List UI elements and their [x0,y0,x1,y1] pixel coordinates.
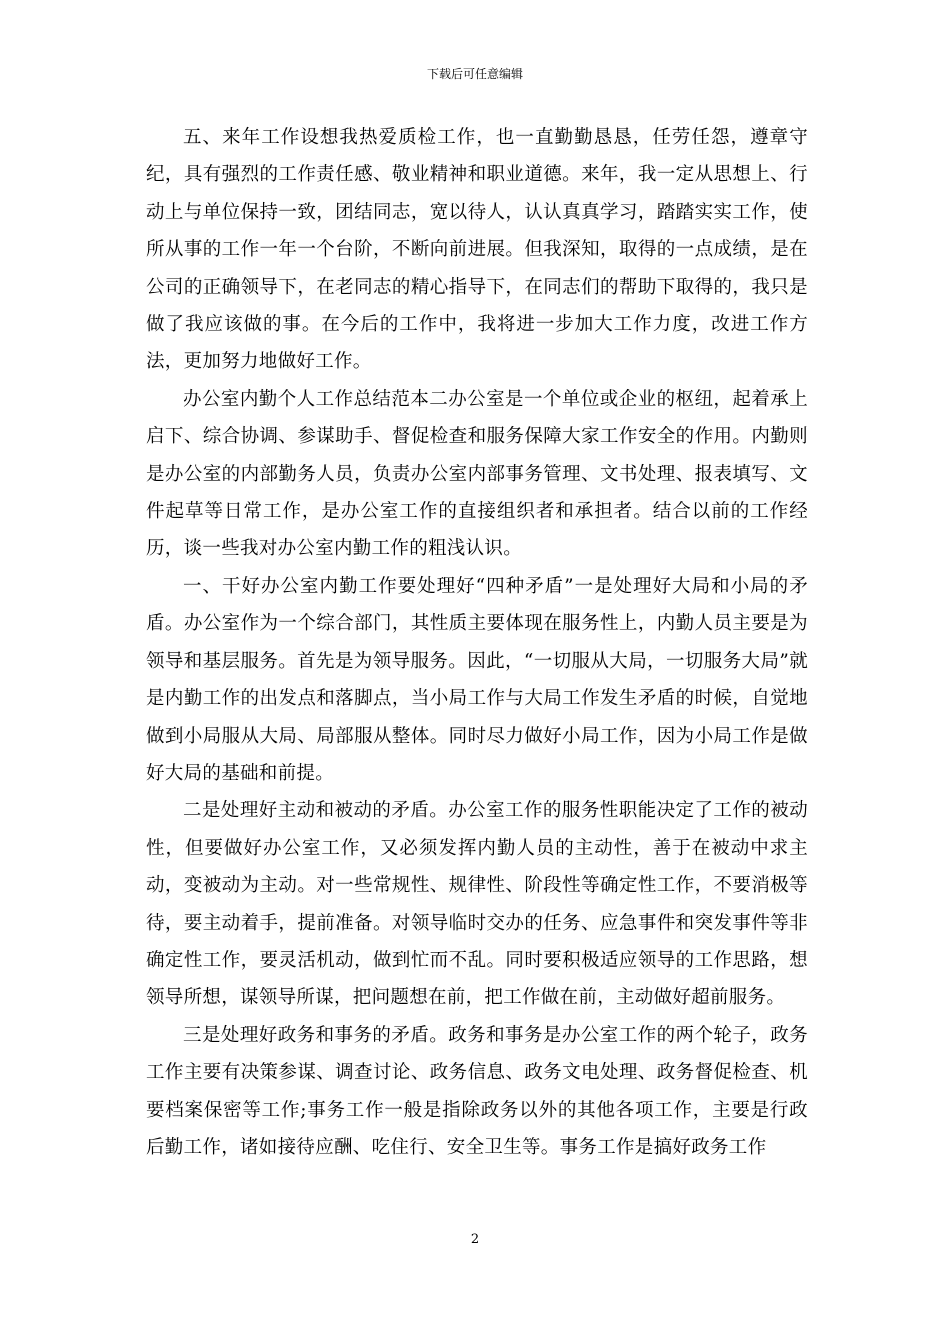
paragraph-next-year-plan: 五、来年工作设想我热爱质检工作，也一直勤勤恳恳，任劳任怨，遵章守纪，具有强烈的工作责任感、敬业精神和职业道德。来年，我一定从思想上、行动上与单位保持一致，团结同志，宽以待人，认认真真学习，踏踏实实工作，使所从事的工作一年一个台阶，不断向前进展。但我深知，取得的一点成绩，是在公司的正确领导下，在老同志的精心指导下，在同志们的帮助下取得的，我只是做了我应该做的事。在今后的工作中，我将进一步加大工作力度，改进工作方法，更加努力地做好工作。 [146,127,808,373]
page-number: 2 [470,1232,480,1247]
paragraph-contradiction-one: 一、干好办公室内勤工作要处理好“四种矛盾”一是处理好大局和小局的矛盾。办公室作为一个综合部门，其性质主要体现在服务性上，内勤人员主要是为领导和基层服务。首先是为领导服务。因此，“一切服从大局，一切服务大局”就是内勤工作的出发点和落脚点，当小局工作与大局工作发生矛盾的时候，自觉地做到小局服从大局、局部服从整体。同时尽力做好小局工作，因为小局工作是做好大局的基础和前提。 [146,575,808,784]
paragraph-contradiction-three: 三是处理好政务和事务的矛盾。政务和事务是办公室工作的两个轮子，政务工作主要有决策参谋、调查讨论、政务信息、政务文电处理、政务督促检查、机要档案保密等工作;事务工作一般是指除政务以外的其他各项工作，主要是行政后勤工作，诸如接待应酬、吃住行、安全卫生等。事务工作是搞好政务工作 [146,1024,808,1158]
page-header: 下载后可任意编辑 [426,67,523,81]
paragraph-office-intro: 办公室内勤个人工作总结范本二办公室是一个单位或企业的枢纽，起着承上启下、综合协调、参谋助手、督促检查和服务保障大家工作安全的作用。内勤则是办公室的内部勤务人员，负责办公室内部事务管理、文书处理、报表填写、文件起草等日常工作，是办公室工作的直接组织者和承担者。结合以前的工作经历，谈一些我对办公室内勤工作的粗浅认识。 [146,388,808,560]
paragraph-contradiction-two: 二是处理好主动和被动的矛盾。办公室工作的服务性职能决定了工作的被动性，但要做好办公室工作，又必须发挥内勤人员的主动性，善于在被动中求主动，变被动为主动。对一些常规性、规律性、阶段性等确定性工作，不要消极等待，要主动着手，提前准备。对领导临时交办的任务、应急事件和突发事件等非确定性工作，要灵活机动，做到忙而不乱。同时要积极适应领导的工作思路，想领导所想，谋领导所谋，把问题想在前，把工作做在前，主动做好超前服务。 [146,800,808,1009]
document-body [146,119,808,1166]
